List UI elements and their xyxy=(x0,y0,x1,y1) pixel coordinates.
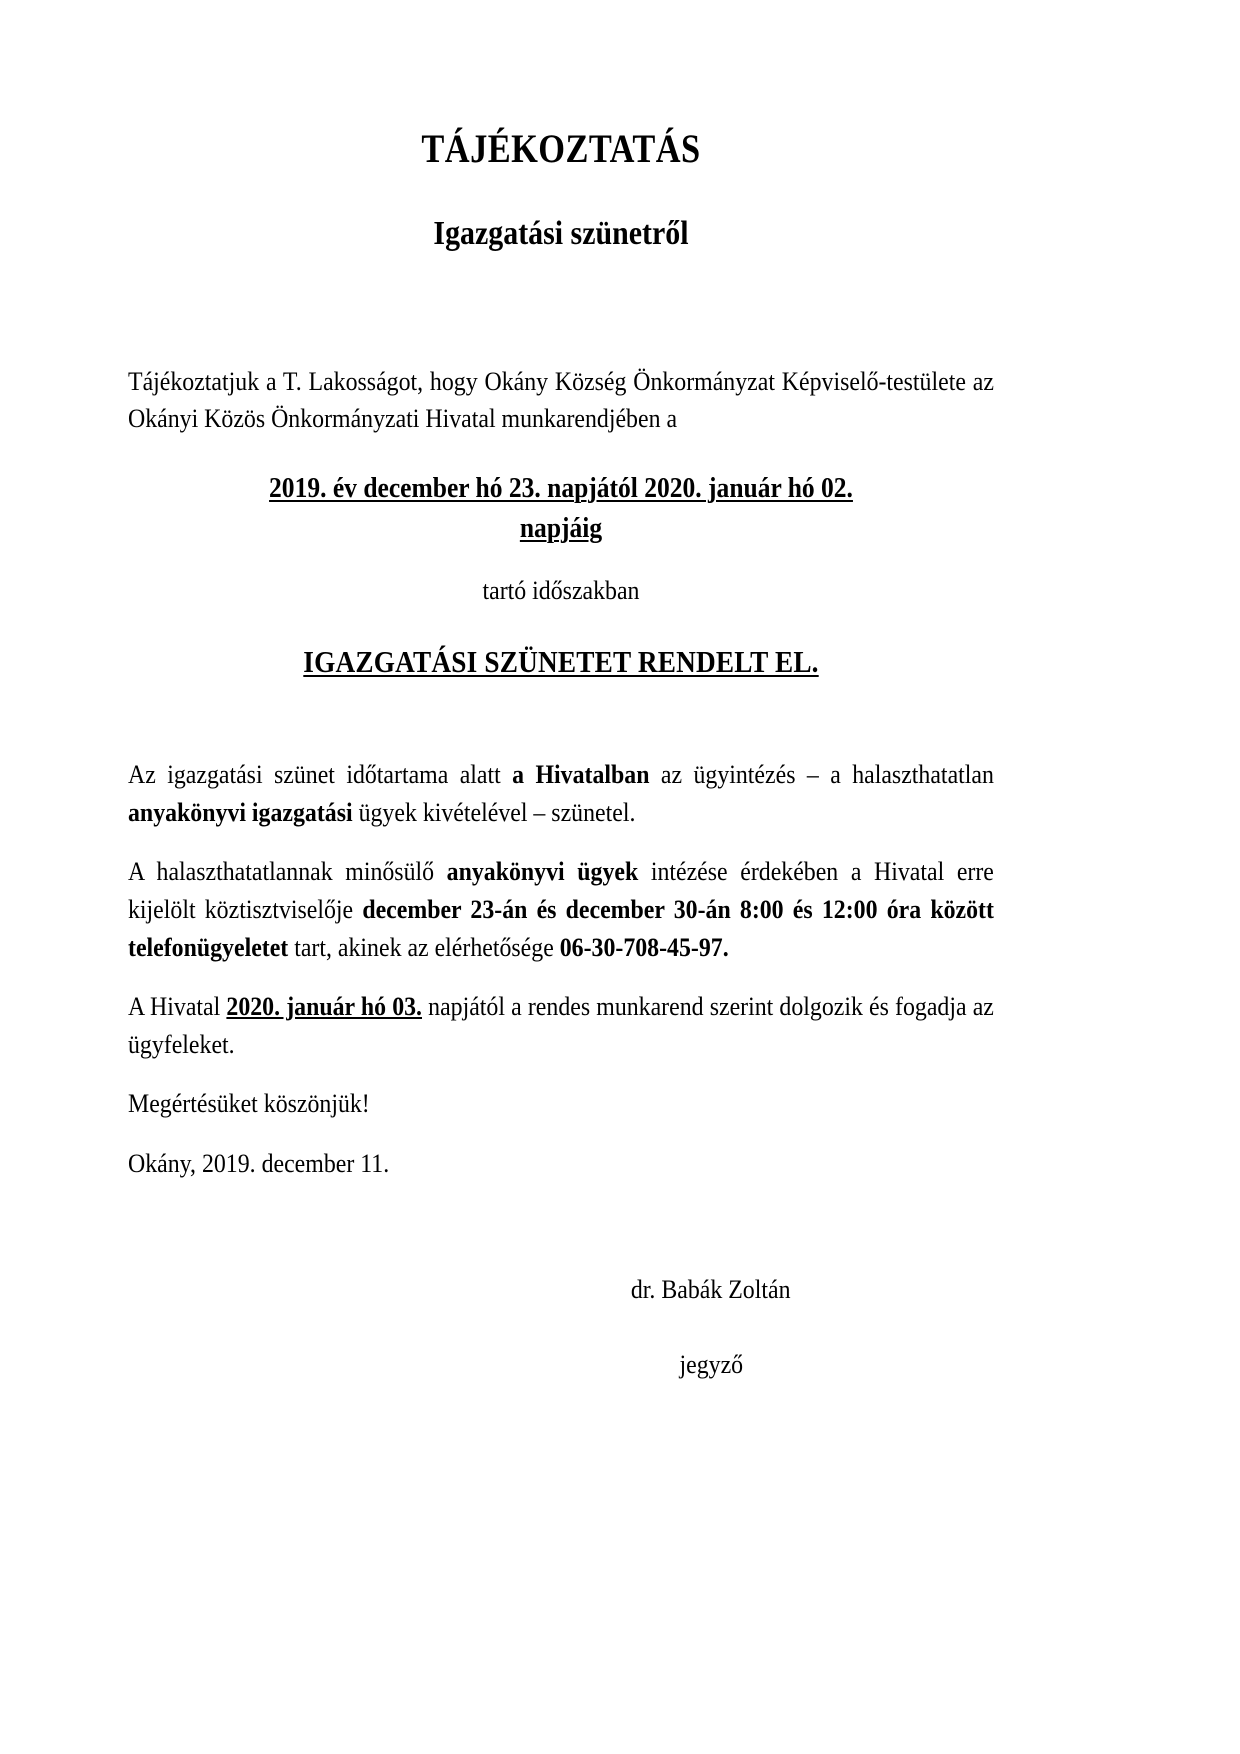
paragraph-hivatalban xyxy=(128,756,994,831)
date-heading-line2: napjáig xyxy=(519,512,603,545)
p3-part1: A Hivatal xyxy=(128,991,227,1022)
date-heading-line1: 2019. év december hó 23. napjától 2020. január hó 02. xyxy=(269,472,853,505)
signature-block xyxy=(278,1271,1144,1383)
signature-role-row xyxy=(278,1308,1144,1383)
p1-bold-anyakonyvi: anyakönyvi igazgatási xyxy=(128,796,353,827)
paragraph-telefonugyelet xyxy=(128,853,994,966)
duration-note: tartó időszakban xyxy=(482,575,640,606)
document-content xyxy=(128,0,994,1383)
p2-part3: tart, akinek az elérhetősége xyxy=(288,931,560,962)
p1-bold-hivatalban: a Hivatalban xyxy=(512,759,650,789)
signature-name-row xyxy=(278,1271,1144,1308)
order-heading xyxy=(180,610,942,682)
paragraph-reopening xyxy=(128,988,994,1063)
date-heading xyxy=(180,438,942,548)
p3-bold-reopen-date: 2020. január hó 03. xyxy=(226,991,423,1022)
p2-bold-phone-number: 06-30-708-45-97. xyxy=(559,931,729,962)
p2-part2: intézése érdekében a Hivatal erre kijelölt köztisztviselője xyxy=(128,856,994,924)
p3-part2: napjától a rendes munkarend szerint dolgozik és fogadja az ügyfeleket. xyxy=(128,991,994,1059)
signature-role: jegyző xyxy=(679,1348,743,1379)
intro-paragraph: Tájékoztatjuk a T. Lakosságot, hogy Okány Község Önkormányzat Képviselő-testülete az Okányi Közös Önkormányzati Hivatal munkarendjében a xyxy=(128,365,994,434)
spacer xyxy=(128,682,994,756)
p1-part1: Az igazgatási szünet időtartama alatt xyxy=(128,759,513,789)
p1-part3: ügyek kivételével – szünetel. xyxy=(352,796,636,827)
p2-bold-anyakonyvi-ugyek: anyakönyvi ügyek xyxy=(446,856,639,887)
p2-part1: A halaszthatatlannak minősülő xyxy=(128,856,447,887)
paragraph-thanks: Megértésüket köszönjük! xyxy=(128,1088,370,1119)
page-subtitle: Igazgatási szünetről xyxy=(433,215,689,252)
page-title: TÁJÉKOZTATÁS xyxy=(421,126,701,171)
p2-bold-duty-hours: december 23-án és december 30-án 8:00 és 12:00 óra között telefonügyeletet xyxy=(128,893,994,962)
order-heading-text: IGAZGATÁSI SZÜNETET RENDELT EL. xyxy=(303,643,819,679)
paragraph-place-date: Okány, 2019. december 11. xyxy=(128,1148,390,1178)
signature-name: dr. Babák Zoltán xyxy=(631,1273,791,1304)
p1-part2: az ügyintézés – a halaszthatatlan xyxy=(649,759,994,789)
